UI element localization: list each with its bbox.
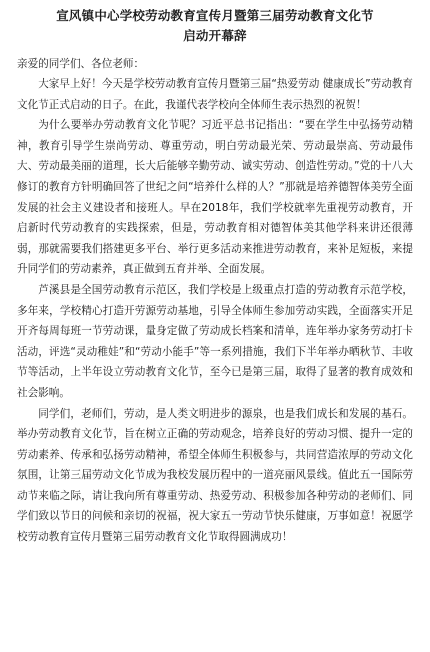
salutation: 亲爱的同学们、各位老师：	[17, 58, 145, 70]
paragraph-purpose: 为什么要举办劳动教育文化节呢？习近平总书记指出：“要在学生中弘扬劳动精神，教育引导学生崇尚劳动、尊重劳动，明白劳动最光荣、劳动最崇高、劳动最伟大、劳动最美丽的道理，长大后能够辛勤劳动、诚实劳动、创造性劳动。”党的十八大修订的教育方针明确回答了世纪之问“培养什么样的人？”那就是培养德智体美劳全面发展的社会主义建设者和接班人。早在2018年，我们学校就率先重视劳动教育，开启新时代劳动教育的实践探索，但是，劳动教育相对德智体美其他学科来讲还很薄弱，那就需要我们搭建更多平台、举行更多活动来推进劳动教育，来补足短板，来提升同学们的劳动素养，真正做到五育并举、全面发展。	[17, 119, 413, 276]
paragraph-greeting: 大家早上好！今天是学校劳动教育宣传月暨第三届“热爱劳动 健康成长”劳动教育文化节正式启动的日子。在此，我谨代表学校向全体师生表示热烈的祝贺！	[17, 78, 413, 111]
document-title	[17, 6, 413, 46]
title-line-2: 启动开幕辞	[183, 28, 247, 43]
paragraph-closing: 同学们，老师们，劳动，是人类文明进步的源泉，也是我们成长和发展的基石。举办劳动教育文化节，旨在树立正确的劳动观念，培养良好的劳动习惯、提升一定的劳动素养、传承和弘扬劳动精神，希望全体师生积极参与，共同营造浓厚的劳动文化氛围，让第三届劳动文化节成为我校发展历程中的一道亮丽风景线。值此五一国际劳动节来临之际，请让我向所有尊重劳动、热爱劳动、积极参加各种劳动的老师们、同学们致以节日的问候和亲切的祝福，祝大家五一劳动节快乐健康，万事如意！祝愿学校劳动教育宣传月暨第三届劳动教育文化节取得圆满成功！	[17, 407, 413, 544]
title-line-1: 宣风镇中心学校劳动教育宣传月暨第三届劳动教育文化节	[56, 8, 374, 23]
paragraph-school-history: 芦溪县是全国劳动教育示范区，我们学校是上级重点打造的劳动教育示范学校，多年来，学校精心打造开劳源劳动基地，引导全体师生参加劳动实践，全面落实开足开齐每周每班一节劳动课，量身定做了劳动成长档案和清单，连年举办家务劳动打卡活动，评选“灵动稚娃”和“劳动小能手”等一系列措施，我们下半年举办晒秋节、丰收节等活动，上半年设立劳动教育文化节，至今已是第三届，取得了显著的教育成效和社会影响。	[17, 283, 413, 399]
